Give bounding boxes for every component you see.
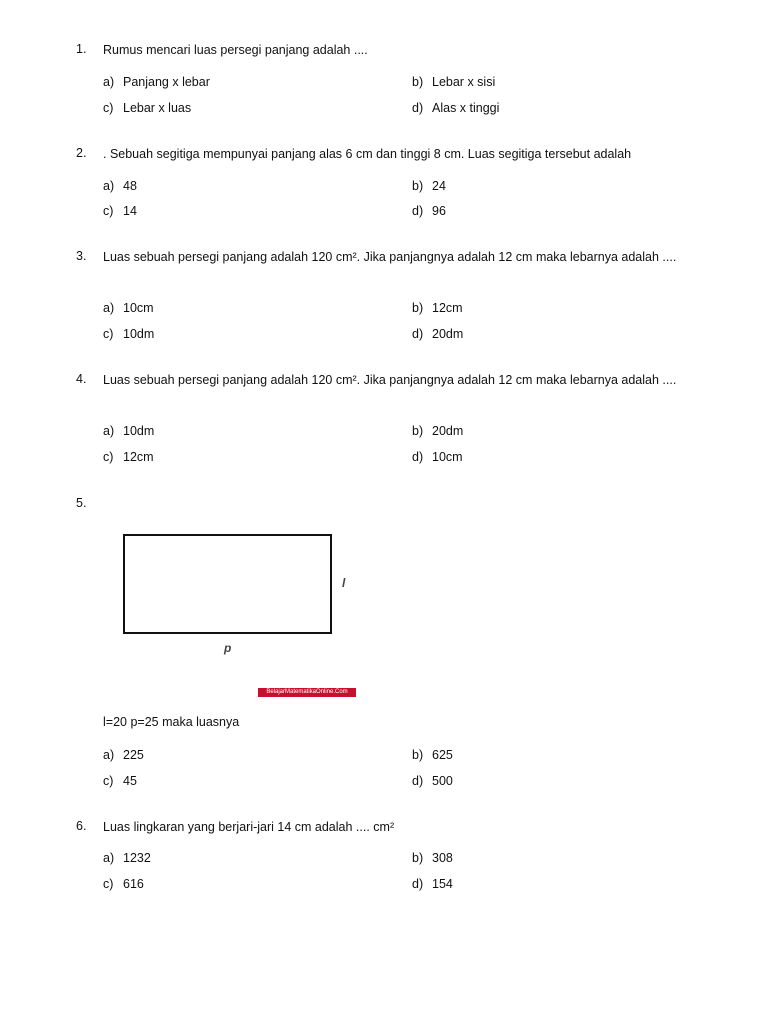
option-b (412, 75, 495, 89)
option-letter: c) (103, 101, 114, 115)
rectangle-figure (123, 534, 332, 634)
option-text: Lebar x sisi (432, 75, 496, 89)
option-c (103, 877, 144, 891)
question-number: 1. (76, 42, 87, 56)
option-b (412, 301, 463, 315)
option-b (412, 748, 453, 762)
watermark-logo: BelajarMatematikaOnline.Com (258, 688, 356, 697)
option-letter: b) (412, 179, 424, 193)
option-c (103, 327, 154, 341)
option-text: 225 (123, 748, 144, 762)
option-text: 14 (123, 204, 137, 218)
option-text: 625 (432, 748, 453, 762)
question-number: 3. (76, 249, 87, 263)
option-a (103, 301, 154, 315)
option-a (103, 748, 144, 762)
question-text: l=20 p=25 maka luasnya (103, 715, 240, 729)
question-number: 6. (76, 819, 87, 833)
option-a (103, 851, 151, 865)
option-text: 24 (432, 179, 446, 193)
option-b (412, 179, 446, 193)
option-d (412, 450, 463, 464)
option-text: 616 (123, 877, 144, 891)
option-text: Panjang x lebar (123, 75, 210, 89)
option-letter: c) (103, 204, 114, 218)
option-text: Alas x tinggi (432, 101, 500, 115)
option-text: 154 (432, 877, 453, 891)
option-text: 12cm (432, 301, 463, 315)
option-text: 45 (123, 774, 137, 788)
option-d (412, 101, 499, 115)
option-letter: b) (412, 424, 424, 438)
option-letter: c) (103, 450, 114, 464)
option-letter: a) (103, 301, 115, 315)
question-number: 5. (76, 496, 87, 510)
option-d (412, 327, 463, 341)
question-number: 2. (76, 146, 87, 160)
option-text: 500 (432, 774, 453, 788)
option-letter: c) (103, 877, 114, 891)
option-a (103, 75, 210, 89)
option-c (103, 774, 137, 788)
question-text: Luas lingkaran yang berjari-jari 14 cm adalah .... cm² (103, 820, 395, 834)
option-a (103, 179, 137, 193)
option-text: 96 (432, 204, 446, 218)
option-text: 10dm (123, 327, 155, 341)
option-letter: b) (412, 851, 424, 865)
option-text: Lebar x luas (123, 101, 192, 115)
option-letter: d) (412, 877, 424, 891)
question-text: Rumus mencari luas persegi panjang adalah .... (103, 43, 368, 57)
option-c (103, 450, 154, 464)
option-letter: c) (103, 327, 114, 341)
option-text: 20dm (432, 327, 464, 341)
option-c (103, 101, 191, 115)
option-text: 1232 (123, 851, 151, 865)
length-label: p (224, 641, 232, 655)
option-letter: a) (103, 75, 115, 89)
option-b (412, 424, 463, 438)
option-a (103, 424, 154, 438)
width-label: l (342, 576, 346, 590)
option-letter: a) (103, 851, 115, 865)
option-text: 48 (123, 179, 137, 193)
question-number: 4. (76, 372, 87, 386)
option-letter: c) (103, 774, 114, 788)
option-letter: a) (103, 424, 115, 438)
option-letter: d) (412, 774, 424, 788)
option-text: 10cm (432, 450, 463, 464)
question-text: . Sebuah segitiga mempunyai panjang alas 6 cm dan tinggi 8 cm. Luas segitiga tersebut adalah (103, 147, 632, 161)
option-letter: b) (412, 301, 424, 315)
option-letter: d) (412, 450, 424, 464)
option-letter: b) (412, 748, 424, 762)
option-d (412, 877, 453, 891)
option-text: 20dm (432, 424, 464, 438)
option-letter: b) (412, 75, 424, 89)
option-c (103, 204, 137, 218)
question-text: Luas sebuah persegi panjang adalah 120 cm². Jika panjangnya adalah 12 cm maka lebarnya adalah .... (103, 250, 677, 264)
option-letter: a) (103, 179, 115, 193)
option-letter: d) (412, 327, 424, 341)
option-b (412, 851, 453, 865)
option-letter: d) (412, 101, 424, 115)
option-text: 12cm (123, 450, 154, 464)
option-letter: d) (412, 204, 424, 218)
option-text: 10dm (123, 424, 155, 438)
option-text: 308 (432, 851, 453, 865)
option-text: 10cm (123, 301, 154, 315)
option-d (412, 204, 446, 218)
option-d (412, 774, 453, 788)
question-text: Luas sebuah persegi panjang adalah 120 cm². Jika panjangnya adalah 12 cm maka lebarnya adalah .... (103, 373, 677, 387)
option-letter: a) (103, 748, 115, 762)
